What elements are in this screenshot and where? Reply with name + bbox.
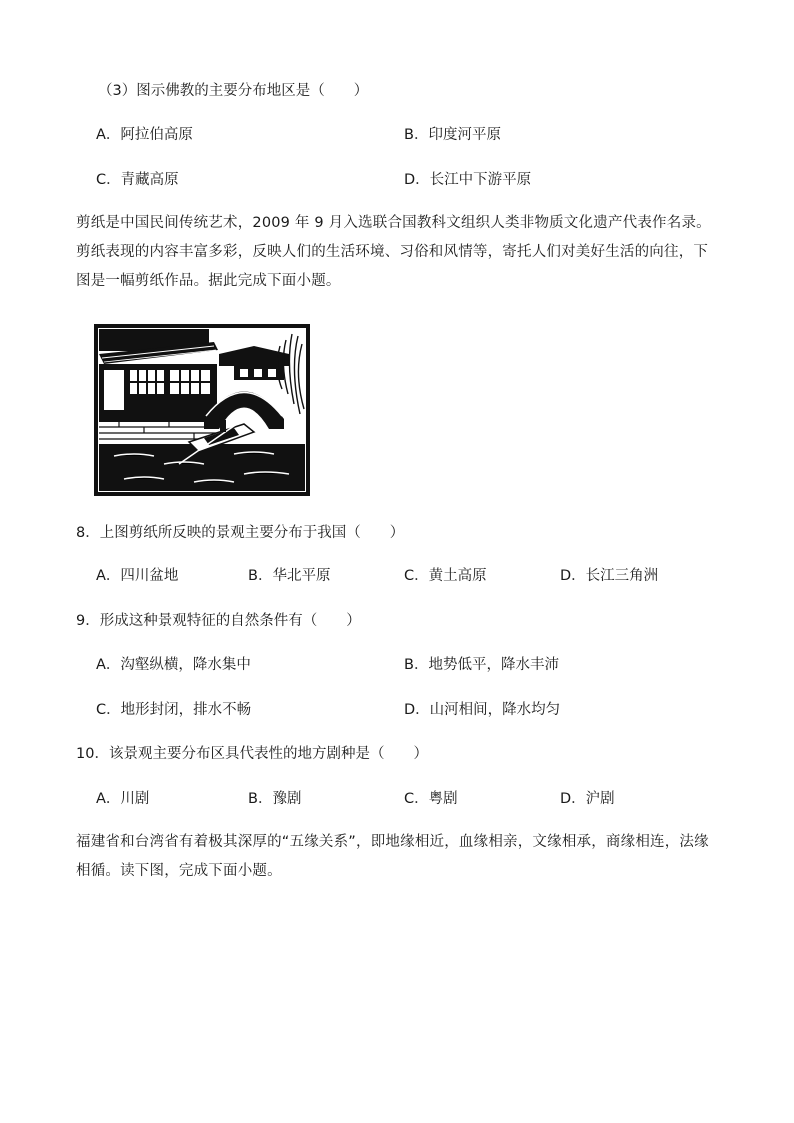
papercut-intro-paragraph: 剪纸是中国民间传统艺术，2009 年 9 月入选联合国教科文组织人类非物质文化遗产代表作名录。剪纸表现的内容丰富多彩，反映人们的生活环境、习俗和风情等，寄托人们对美好生活的向往，下图是一幅剪纸作品。据此完成下面小题。 [76, 215, 711, 289]
q8-option-a: A．四川盆地 [96, 568, 179, 584]
question-10-stem: 10．该景观主要分布区具代表性的地方剧种是（ ） [76, 746, 428, 762]
q7-3-option-a: A．阿拉伯高原 [96, 127, 193, 143]
question-8-stem: 8．上图剪纸所反映的景观主要分布于我国（ ） [76, 525, 405, 541]
q7-3-option-b: B．印度河平原 [404, 127, 501, 143]
q9-option-c: C．地形封闭，排水不畅 [96, 702, 252, 718]
q8-option-d: D．长江三角洲 [560, 568, 659, 584]
papercut-water-town-image [94, 324, 310, 496]
q9-option-a: A．沟壑纵横，降水集中 [96, 657, 251, 673]
q7-3-option-d: D．长江中下游平原 [404, 172, 532, 188]
q10-option-a: A．川剧 [96, 791, 150, 807]
q10-option-c: C．粤剧 [404, 791, 458, 807]
q10-option-b: B．豫剧 [248, 791, 302, 807]
q10-option-d: D．沪剧 [560, 791, 615, 807]
question-7-3-stem: （3）图示佛教的主要分布地区是（ ） [98, 83, 369, 99]
question-9-stem: 9．形成这种景观特征的自然条件有（ ） [76, 613, 361, 629]
papercut-figure [94, 324, 310, 496]
q9-option-d: D．山河相间，降水均匀 [404, 702, 561, 718]
q9-option-b: B．地势低平，降水丰沛 [404, 657, 559, 673]
q8-option-b: B．华北平原 [248, 568, 331, 584]
fujian-intro-paragraph: 福建省和台湾省有着极其深厚的“五缘关系”，即地缘相近，血缘相亲，文缘相承，商缘相连，法缘相循。读下图，完成下面小题。 [76, 834, 709, 879]
q7-3-option-c: C．青藏高原 [96, 172, 179, 188]
q8-option-c: C．黄土高原 [404, 568, 487, 584]
